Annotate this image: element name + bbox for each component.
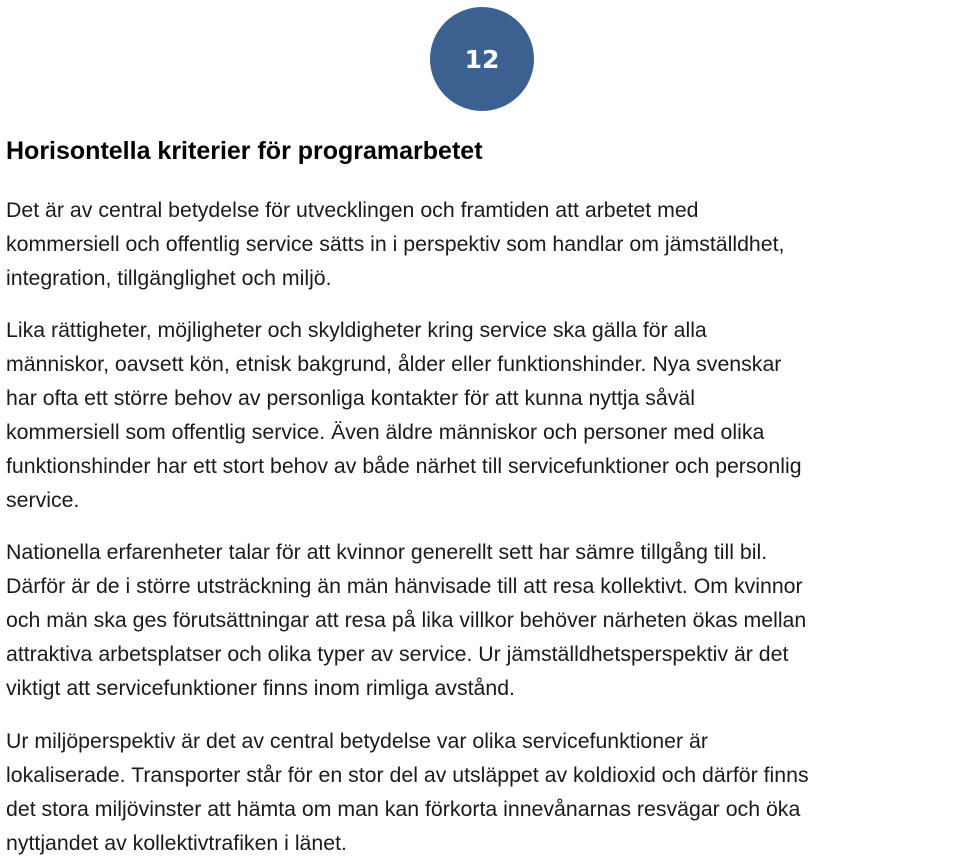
paragraph-line: Nationella erfarenheter talar för att kvinnor generellt sett har sämre tillgång till bil.: [6, 540, 768, 564]
page-number: 12: [464, 44, 500, 74]
paragraph-line: människor, oavsett kön, etnisk bakgrund, ålder eller funktionshinder. Nya svenskar: [6, 352, 782, 376]
paragraph-intro: [6, 193, 960, 295]
paragraph-line: Lika rättigheter, möjligheter och skyldigheter kring service ska gälla för alla: [6, 318, 707, 342]
paragraph-line: integration, tillgänglighet och miljö.: [6, 266, 332, 290]
paragraph-line: kommersiell som offentlig service. Även äldre människor och personer med olika: [6, 420, 765, 444]
paragraph-line: attraktiva arbetsplatser och olika typer av service. Ur jämställdhetsperspektiv är det: [6, 642, 789, 666]
paragraph-line: har ofta ett större behov av personliga kontakter för att kunna nyttja såväl: [6, 386, 695, 410]
paragraph-line: Det är av central betydelse för utvecklingen och framtiden att arbetet med: [6, 198, 699, 222]
paragraph-gender-equality: [6, 535, 960, 705]
paragraph-line: kommersiell och offentlig service sätts in i perspektiv som handlar om jämställdhet,: [6, 232, 785, 256]
paragraph-equal-rights: [6, 313, 960, 517]
section-heading: Horisontella kriterier för programarbetet: [6, 137, 483, 165]
page-number-badge: [430, 7, 534, 111]
paragraph-environment: [6, 724, 960, 860]
paragraph-line: det stora miljövinster att hämta om man kan förkorta innevånarnas resvägar och öka: [6, 797, 801, 821]
paragraph-line: och män ska ges förutsättningar att resa på lika villkor behöver närheten ökas mellan: [6, 608, 807, 632]
paragraph-line: nyttjandet av kollektivtrafiken i länet.: [6, 831, 347, 855]
paragraph-line: funktionshinder har ett stort behov av både närhet till servicefunktioner och personlig: [6, 454, 802, 478]
paragraph-line: lokaliserade. Transporter står för en stor del av utsläppet av koldioxid och därför finns: [6, 763, 809, 787]
paragraph-line: viktigt att servicefunktioner finns inom rimliga avstånd.: [6, 676, 515, 700]
paragraph-line: service.: [6, 488, 80, 512]
paragraph-line: Ur miljöperspektiv är det av central betydelse var olika servicefunktioner är: [6, 729, 708, 753]
paragraph-line: Därför är de i större utsträckning än män hänvisade till att resa kollektivt. Om kvinnor: [6, 574, 803, 598]
